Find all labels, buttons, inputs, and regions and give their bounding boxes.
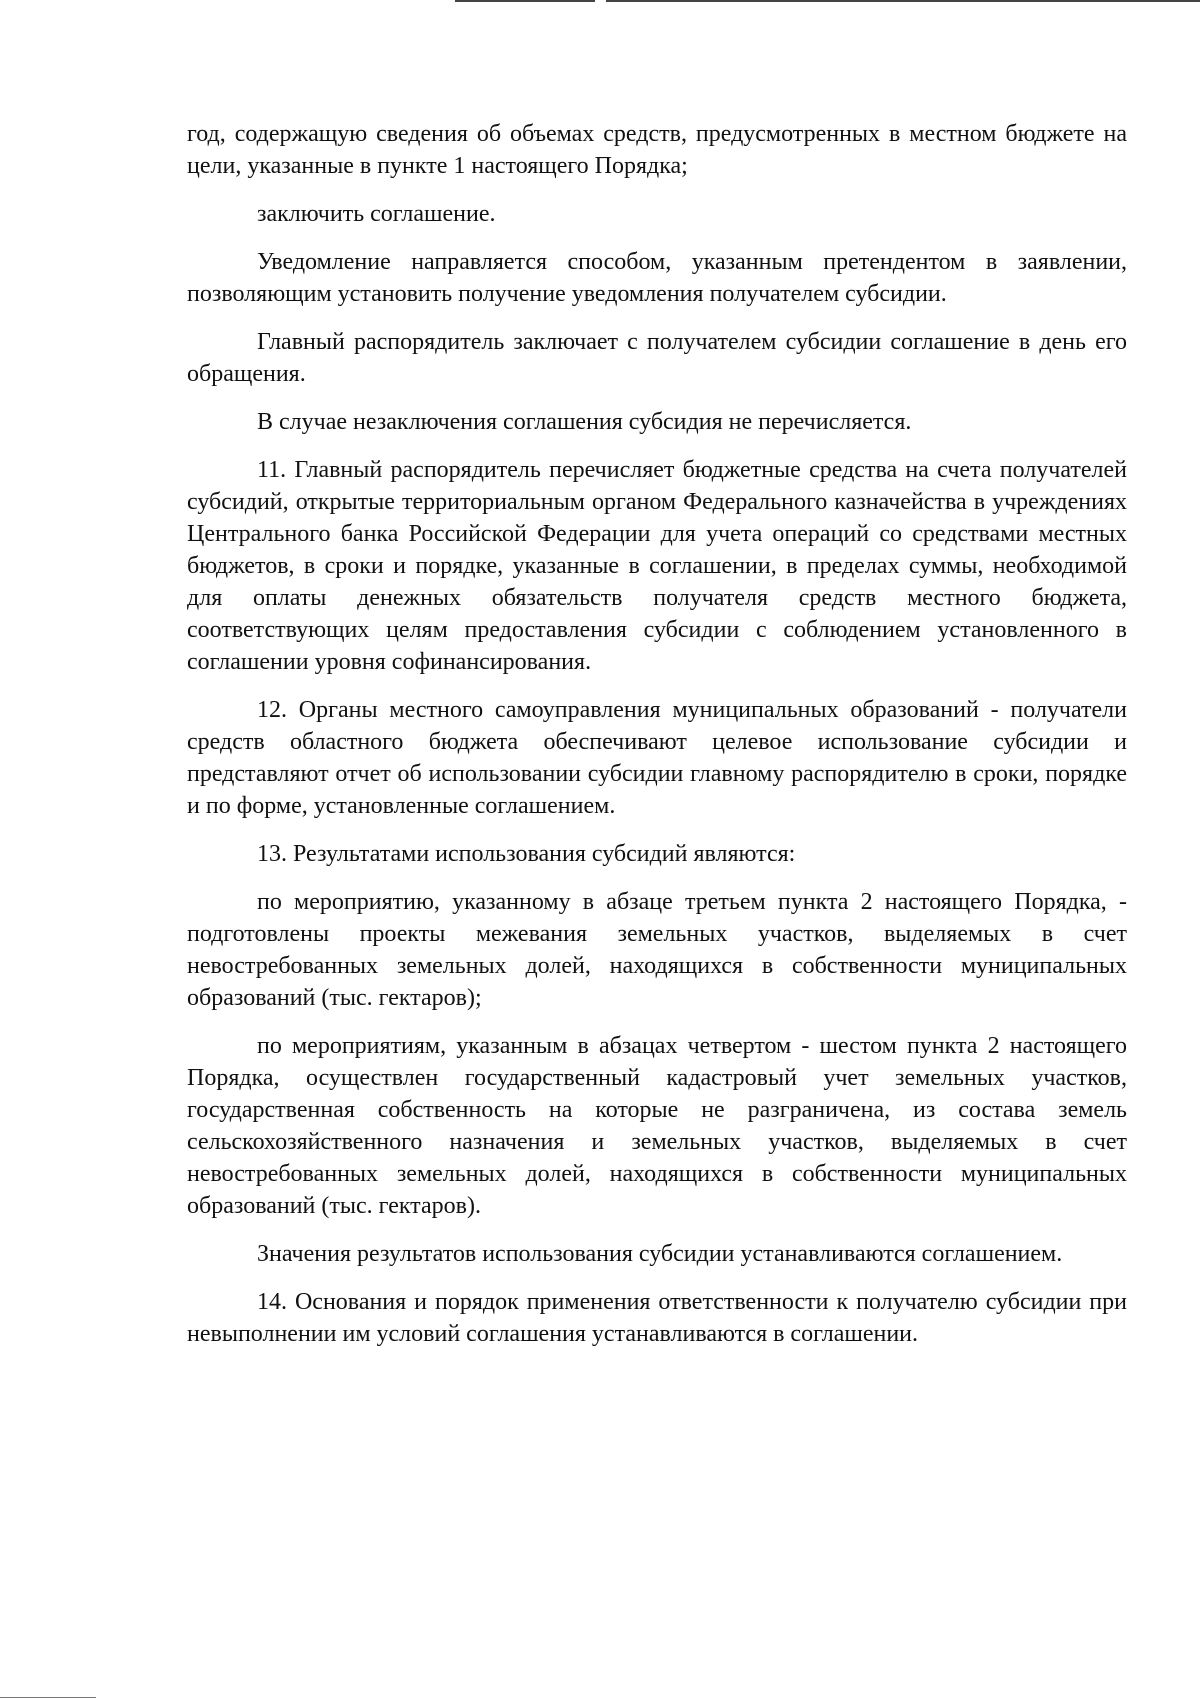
paragraph-result-values: Значения результатов использования субсидии устанавливаются соглашением. <box>257 1241 1063 1267</box>
paragraph-result-surveying: по мероприятию, указанному в абзаце третьем пункта 2 настоящего Порядка, - подготовлены проекты межевания земельных участков, выделяемых в счет невостребованных земельных долей, находящихся в собственности муниципальных образований (тыс. гектаров); <box>187 889 1127 1011</box>
paragraph-result-cadastral: по мероприятиям, указанным в абзацах четвертом - шестом пункта 2 настоящего Порядка, осуществлен государственный кадастровый учет земельных участков, государственная собственность на которые не разграничена, из состава земель сельскохозяйственного назначения и земельных участков, выделяемых в счет невостребованных земельных долей, находящихся в собственности муниципальных образований (тыс. гектаров). <box>187 1033 1127 1219</box>
paragraph-item-12: 12. Органы местного самоуправления муниципальных образований - получатели средств областного бюджета обеспечивают целевое использование субсидии и представляют отчет об использовании субсидии главному распорядителю в сроки, порядке и по форме, установленные соглашением. <box>187 697 1127 819</box>
document-page <box>187 118 1127 1366</box>
paragraph-continuation: год, содержащую сведения об объемах средств, предусмотренных в местном бюджете на цели, указанные в пункте 1 настоящего Порядка; <box>187 121 1127 179</box>
paragraph-conclude-agreement: заключить соглашение. <box>257 201 496 227</box>
scan-edge-top-left <box>455 0 595 2</box>
scan-edge-top-right <box>606 0 1200 2</box>
paragraph-item-11: 11. Главный распорядитель перечисляет бюджетные средства на счета получателей субсидий, открытые территориальным органом Федерального казначейства в учреждениях Центрального банка Российской Федерации для учета операций со средствами местных бюджетов, в сроки и порядке, указанные в соглашении, в пределах суммы, необходимой для оплаты денежных обязательств получателя средств местного бюджета, соответствующих целям предоставления субсидии с соблюдением установленного в соглашении уровня софинансирования. <box>187 457 1127 675</box>
paragraph-item-14: 14. Основания и порядок применения ответственности к получателю субсидии при невыполнении им условий соглашения устанавливаются в соглашении. <box>187 1289 1127 1347</box>
paragraph-no-transfer: В случае незаключения соглашения субсидия не перечисляется. <box>257 409 912 435</box>
paragraph-notification-method: Уведомление направляется способом, указанным претендентом в заявлении, позволяющим установить получение уведомления получателем субсидии. <box>187 249 1127 307</box>
paragraph-agreement-day: Главный распорядитель заключает с получателем субсидии соглашение в день его обращения. <box>187 329 1127 387</box>
paragraph-item-13: 13. Результатами использования субсидий являются: <box>257 841 796 867</box>
